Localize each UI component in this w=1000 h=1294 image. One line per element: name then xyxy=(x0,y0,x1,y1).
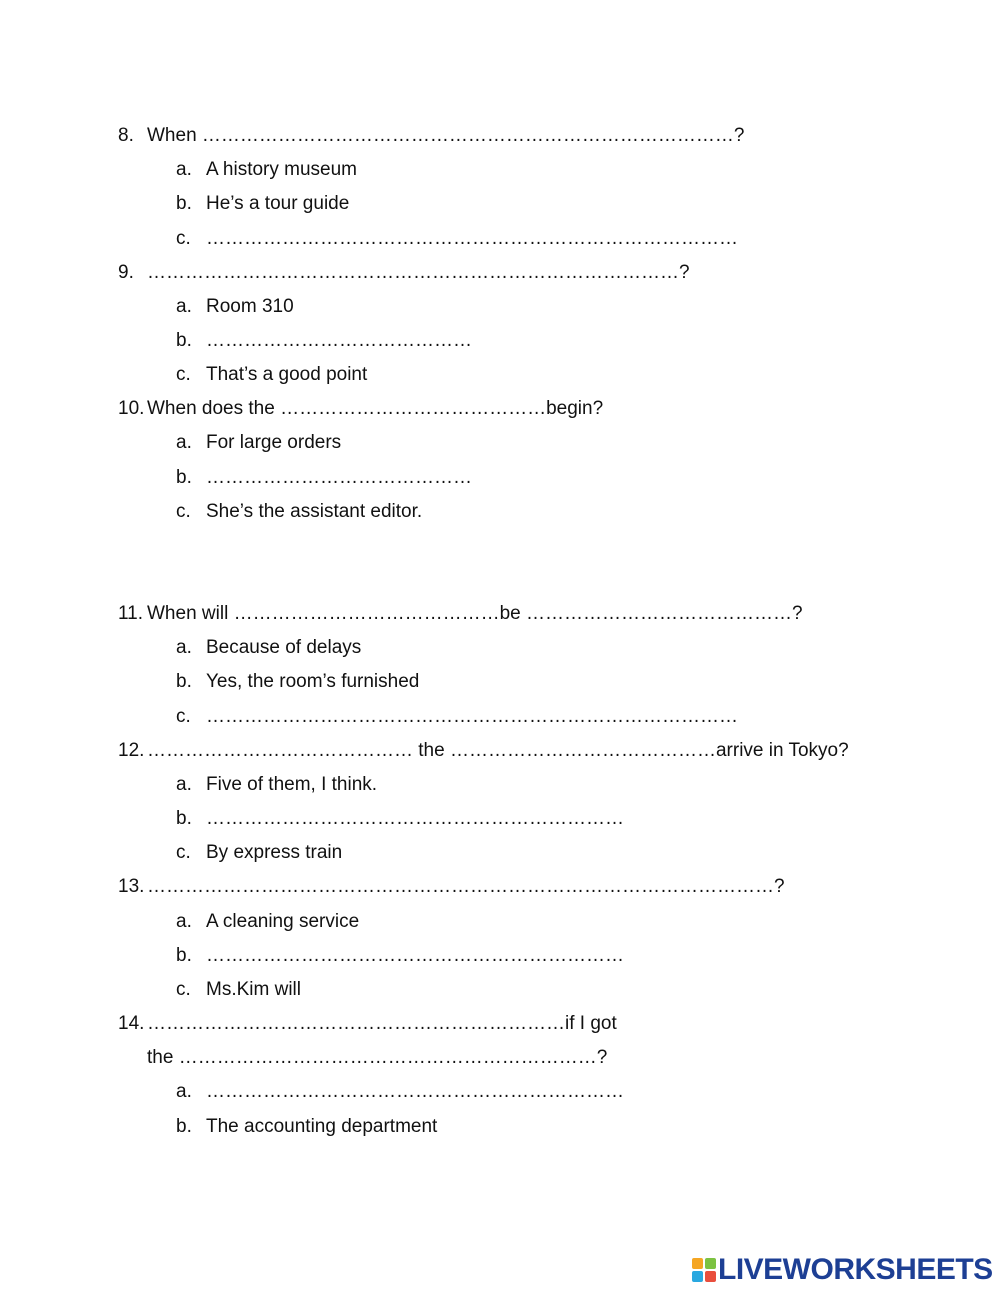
question-text: When does the ……………………………………begin? xyxy=(147,398,604,419)
liveworksheets-logo xyxy=(692,1255,993,1285)
question-text: ………………………………………………………………………………………? xyxy=(147,876,785,897)
option-text: A history museum xyxy=(206,159,357,180)
question-text: …………………………………………………………………………? xyxy=(147,262,690,283)
option-text: A cleaning service xyxy=(206,911,360,932)
question-number: 8. xyxy=(118,125,134,146)
question-number: 9. xyxy=(118,262,134,283)
option-text: Because of delays xyxy=(206,637,362,658)
option-text: For large orders xyxy=(206,432,342,453)
option-blank: …………………………………… xyxy=(206,467,472,488)
option-text: Five of them, I think. xyxy=(206,774,378,795)
option-letter: a. xyxy=(176,432,192,453)
question-text-continued: the …………………………………………………………? xyxy=(147,1047,608,1068)
option-letter: b. xyxy=(176,808,192,829)
option-text: Room 310 xyxy=(206,296,294,317)
option-letter: a. xyxy=(176,911,192,932)
logo-icon xyxy=(692,1258,716,1282)
option-blank: ………………………………………………………… xyxy=(206,808,624,829)
option-letter: a. xyxy=(176,774,192,795)
option-text: Yes, the room’s furnished xyxy=(206,671,420,692)
option-letter: b. xyxy=(176,945,192,966)
option-letter: b. xyxy=(176,671,192,692)
question-number: 13. xyxy=(118,876,145,897)
logo-text: LIVEWORKSHEETS xyxy=(718,1253,993,1286)
option-text: Ms.Kim will xyxy=(206,979,301,1000)
option-letter: b. xyxy=(176,193,192,214)
option-letter: c. xyxy=(176,842,191,863)
question-text: …………………………………………………………if I got xyxy=(147,1013,617,1034)
option-letter: a. xyxy=(176,296,192,317)
option-letter: c. xyxy=(176,228,191,249)
option-letter: c. xyxy=(176,979,191,1000)
question-text: When will ……………………………………be ……………………………………? xyxy=(147,603,803,624)
question-text: …………………………………… the ……………………………………arrive in Tokyo? xyxy=(147,740,849,761)
option-blank: ………………………………………………………………………… xyxy=(206,706,738,727)
option-letter: c. xyxy=(176,706,191,727)
option-text: The accounting department xyxy=(206,1116,438,1137)
option-blank: …………………………………… xyxy=(206,330,472,351)
option-letter: a. xyxy=(176,637,192,658)
question-number: 10. xyxy=(118,398,145,419)
question-number: 11. xyxy=(118,603,144,624)
question-number: 14. xyxy=(118,1013,145,1034)
option-letter: a. xyxy=(176,159,192,180)
option-blank: ………………………………………………………………………… xyxy=(206,228,738,249)
question-number: 12. xyxy=(118,740,145,761)
option-letter: b. xyxy=(176,1116,192,1137)
option-letter: c. xyxy=(176,364,191,385)
option-letter: a. xyxy=(176,1081,192,1102)
option-blank: ………………………………………………………… xyxy=(206,1081,624,1102)
question-text: When …………………………………………………………………………? xyxy=(147,125,745,146)
option-letter: b. xyxy=(176,330,192,351)
option-text: That’s a good point xyxy=(206,364,368,385)
option-blank: ………………………………………………………… xyxy=(206,945,624,966)
option-text: She’s the assistant editor. xyxy=(206,501,423,522)
option-text: He’s a tour guide xyxy=(206,193,350,214)
option-letter: b. xyxy=(176,467,192,488)
option-letter: c. xyxy=(176,501,191,522)
option-text: By express train xyxy=(206,842,343,863)
